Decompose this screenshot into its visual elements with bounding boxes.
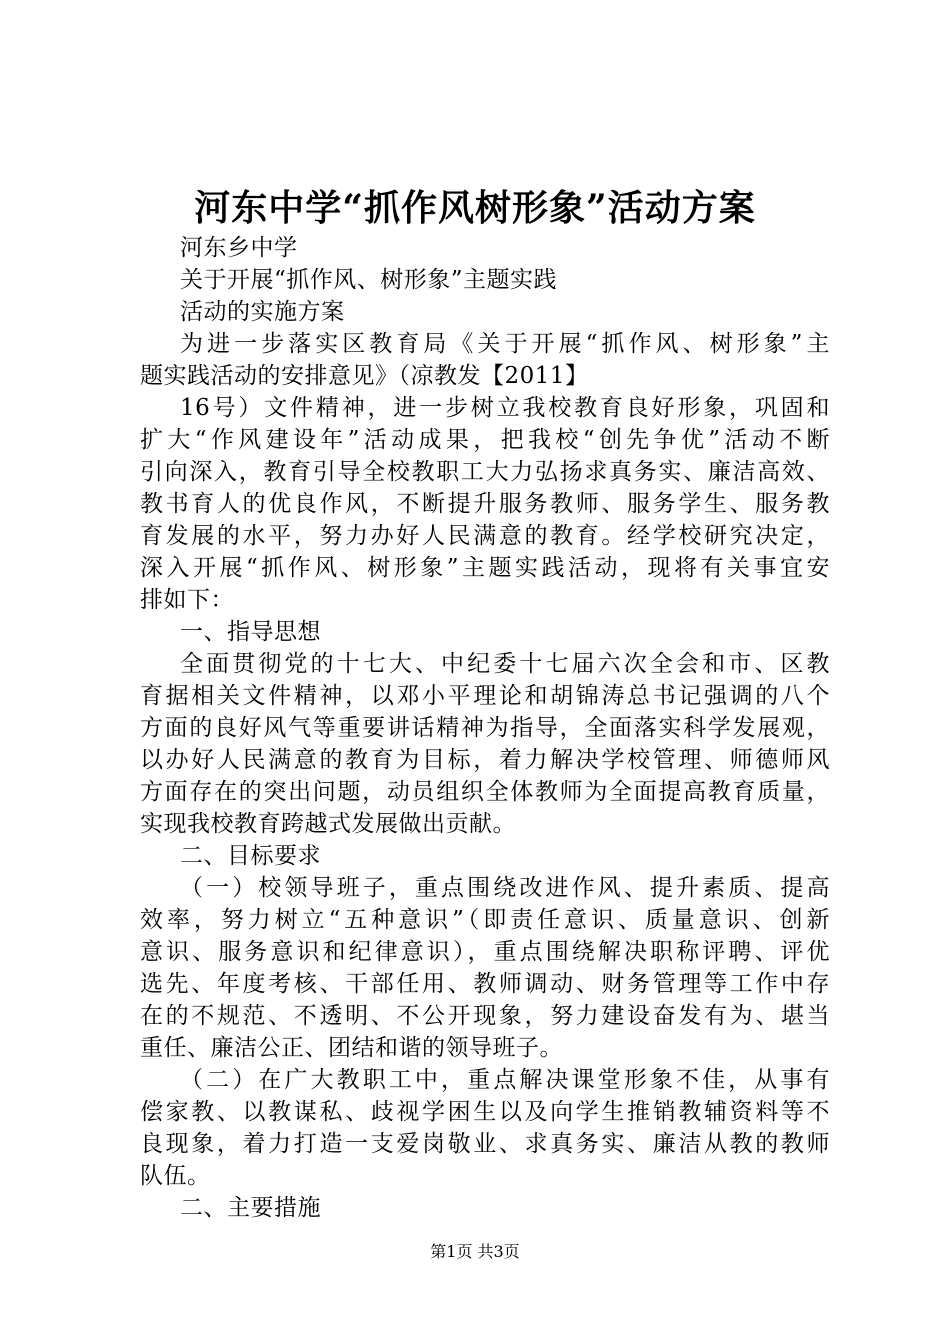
body-line: 重任、廉洁公正、团结和谐的领导班子。 (140, 1035, 563, 1061)
body-line: 意识、服务意识和纪律意识），重点围绕解决职称评聘、评优 (140, 939, 830, 965)
body-line: 方面的良好风气等重要讲话精神为指导，全面落实科学发展观， (140, 715, 830, 741)
body-line: 教书育人的优良作风，不断提升服务教师、服务学生、服务教 (140, 491, 830, 517)
body-line: 一、指导思想 (180, 619, 321, 645)
body-line: 河东乡中学 (180, 235, 298, 261)
body-line: （一）校领导班子，重点围绕改进作风、提升素质、提高 (180, 875, 830, 901)
body-line: 引向深入，教育引导全校教职工大力弘扬求真务实、廉洁高效、 (140, 459, 830, 485)
body-line: 全面贯彻党的十七大、中纪委十七届六次全会和市、区教 (180, 651, 830, 677)
body-line: 关于开展“抓作风、树形象”主题实践 (180, 267, 558, 293)
body-line: 方面存在的突出问题，动员组织全体教师为全面提高教育质量， (140, 779, 830, 805)
body-line: （二）在广大教职工中，重点解决课堂形象不佳，从事有 (180, 1067, 830, 1093)
body-line: 二、目标要求 (180, 843, 321, 869)
body-line: 育发展的水平，努力办好人民满意的教育。经学校研究决定， (140, 523, 830, 549)
body-line: 在的不规范、不透明、不公开现象，努力建设奋发有为、堪当 (140, 1003, 830, 1029)
body-line: 二、主要措施 (180, 1195, 321, 1221)
body-line: 题实践活动的安排意见》（凉教发【2011】 (140, 363, 589, 389)
body-line: 活动的实施方案 (180, 299, 345, 325)
body-line: 扩大“作风建设年”活动成果，把我校“创先争优”活动不断 (140, 427, 830, 453)
body-line: 队伍。 (140, 1163, 211, 1189)
body-line: 良现象，着力打造一支爱岗敬业、求真务实、廉洁从教的教师 (140, 1131, 830, 1157)
body-line: 为进一步落实区教育局《关于开展“抓作风、树形象”主 (180, 331, 830, 357)
page-footer: 第1页 共3页 (430, 1242, 520, 1261)
document-body (140, 232, 830, 1224)
body-line: 选先、年度考核、干部任用、教师调动、财务管理等工作中存 (140, 971, 830, 997)
body-line: 以办好人民满意的教育为目标，着力解决学校管理、师德师风 (140, 747, 830, 773)
body-line: 实现我校教育跨越式发展做出贡献。 (140, 811, 516, 837)
body-line: 偿家教、以教谋私、歧视学困生以及向学生推销教辅资料等不 (140, 1099, 830, 1125)
body-line: 育据相关文件精神，以邓小平理论和胡锦涛总书记强调的八个 (140, 683, 830, 709)
body-line: 深入开展“抓作风、树形象”主题实践活动，现将有关事宜安 (140, 555, 830, 581)
body-line: 排如下： (140, 587, 234, 613)
document-title: 河东中学“抓作风树形象”活动方案 (194, 187, 756, 229)
body-line: 16号）文件精神，进一步树立我校教育良好形象，巩固和 (180, 395, 830, 421)
body-line: 效率，努力树立“五种意识”（即责任意识、质量意识、创新 (140, 907, 830, 933)
